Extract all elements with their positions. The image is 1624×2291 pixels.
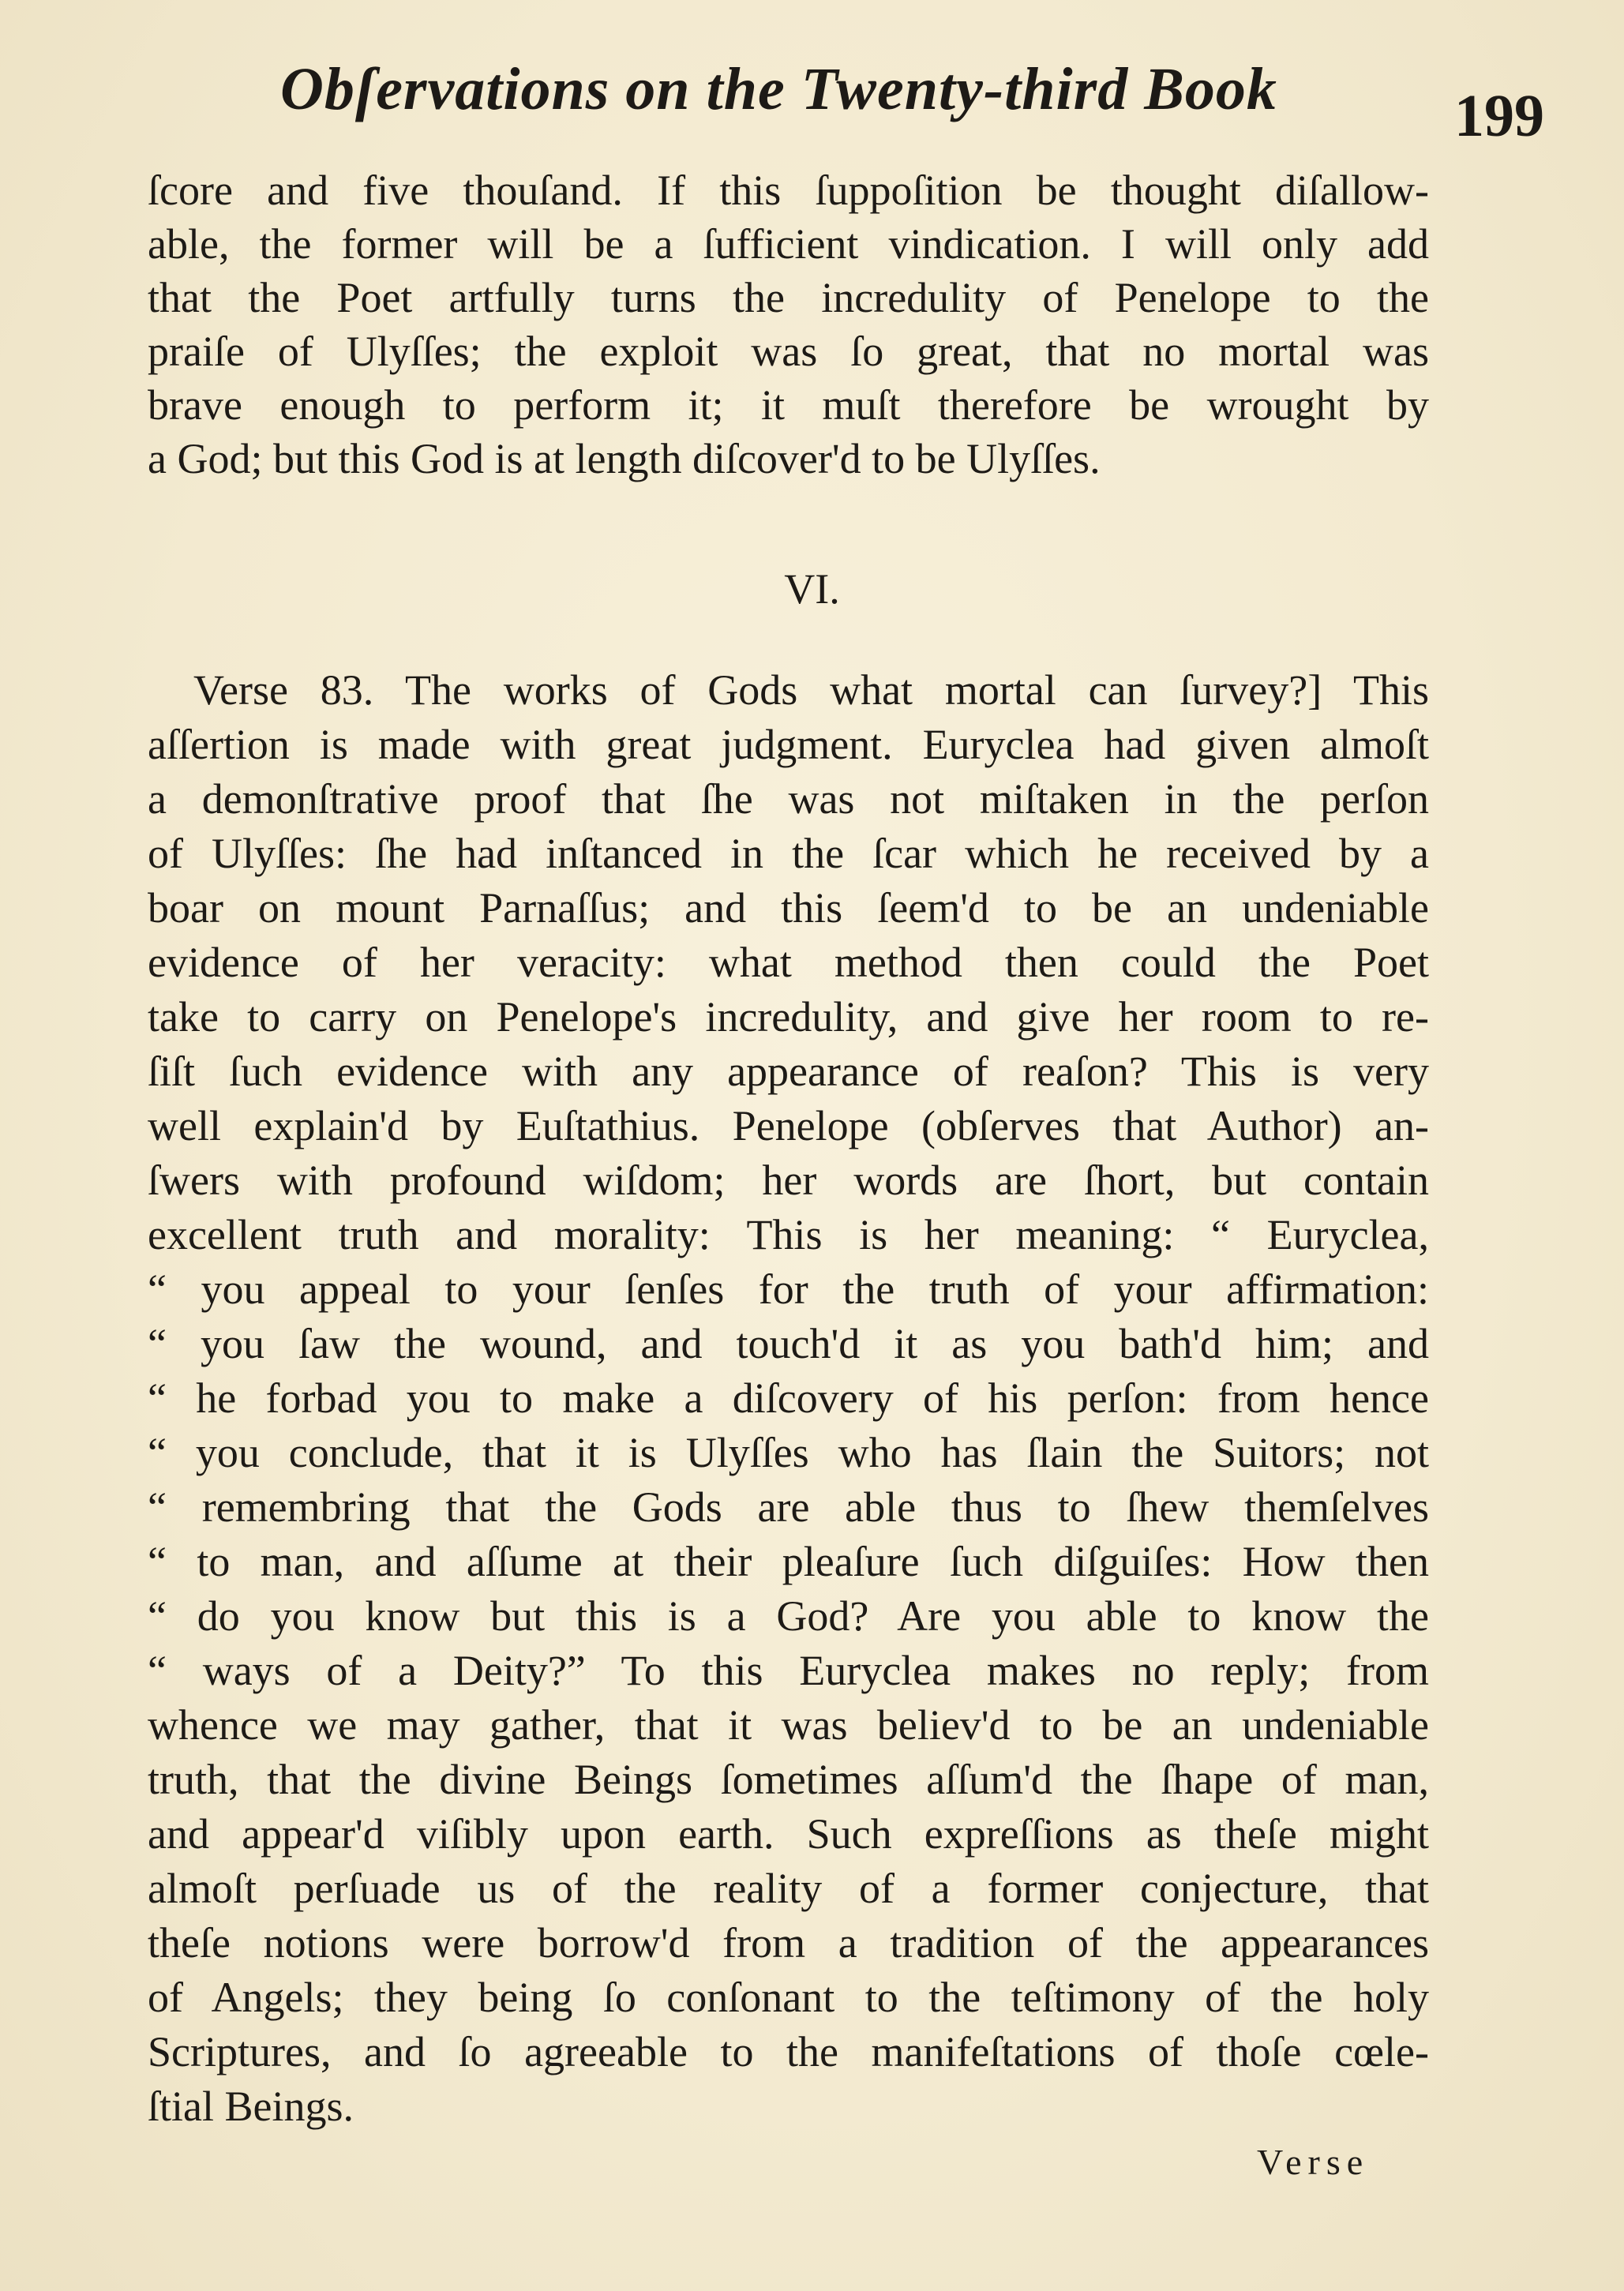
catchword: Verse [1257, 2142, 1370, 2182]
text-line: take to carry on Penelope's incredulity, and give her room to re- [148, 993, 1429, 1041]
text-line: praiſe of Ulyſſes; the exploit was ſo great, that no mortal was [148, 328, 1429, 375]
text-line: “ do you know but this is a God? Are you able to know the [148, 1592, 1429, 1640]
section-heading: VI. [784, 565, 840, 613]
text-line: ſwers with profound wiſdom; her words are ſhort, but contain [148, 1157, 1429, 1204]
text-line: whence we may gather, that it was believ'd to be an undeniable [148, 1701, 1429, 1749]
text-line: a God; but this God is at length diſcover'd to be Ulyſſes. [148, 435, 1101, 482]
text-line: evidence of her veracity: what method then could the Poet [148, 939, 1429, 986]
text-line: aſſertion is made with great judgment. Euryclea had given almoſt [148, 721, 1429, 768]
text-line: ſcore and five thouſand. If this ſuppoſition be thought diſallow- [148, 167, 1429, 214]
text-line: Verse 83. The works of Gods what mortal can ſurvey?] This [193, 666, 1429, 714]
text-line: almoſt perſuade us of the reality of a former conjecture, that [148, 1865, 1429, 1912]
text-line: of Ulyſſes: ſhe had inſtanced in the ſcar which he received by a [148, 830, 1429, 877]
text-line: truth, that the divine Beings ſometimes aſſum'd the ſhape of man, [148, 1756, 1429, 1803]
text-line: “ remembring that the Gods are able thus to ſhew themſelves [148, 1483, 1429, 1531]
text-line: excellent truth and morality: This is her meaning: “ Euryclea, [148, 1211, 1429, 1258]
text-line: Scriptures, and ſo agreeable to the manifeſtations of thoſe cœle- [148, 2028, 1429, 2075]
text-line: “ you ſaw the wound, and touch'd it as you bath'd him; and [148, 1320, 1429, 1367]
text-line: boar on mount Parnaſſus; and this ſeem'd to be an undeniable [148, 884, 1429, 932]
text-line: able, the former will be a ſufficient vindication. I will only add [148, 220, 1429, 268]
text-line: brave enough to perform it; it muſt therefore be wrought by [148, 381, 1429, 429]
text-line: “ he forbad you to make a diſcovery of his perſon: from hence [148, 1374, 1429, 1422]
text-line: a demonſtrative proof that ſhe was not miſtaken in the perſon [148, 775, 1429, 823]
text-line: “ to man, and aſſume at their pleaſure ſuch diſguiſes: How then [148, 1538, 1429, 1585]
text-line: and appear'd viſibly upon earth. Such expreſſions as theſe might [148, 1810, 1429, 1858]
text-line: ſiſt ſuch evidence with any appearance of reaſon? This is very [148, 1048, 1429, 1095]
text-line: of Angels; they being ſo conſonant to the teſtimony of the holy [148, 1974, 1429, 2021]
text-line: “ ways of a Deity?” To this Euryclea makes no reply; from [148, 1647, 1429, 1694]
text-line: that the Poet artfully turns the incredulity of Penelope to the [148, 274, 1429, 321]
page-number: 199 [1454, 83, 1544, 149]
text-line: theſe notions were borrow'd from a tradition of the appearances [148, 1919, 1429, 1967]
text-line: “ you appeal to your ſenſes for the truth of your affirmation: [148, 1265, 1429, 1313]
text-line: “ you conclude, that it is Ulyſſes who has ſlain the Suitors; not [148, 1429, 1429, 1476]
running-head: Obſervations on the Twenty-third Book [280, 56, 1277, 122]
text-line: ſtial Beings. [148, 2083, 354, 2130]
text-line: well explain'd by Euſtathius. Penelope (obſerves that Author) an- [148, 1102, 1429, 1149]
